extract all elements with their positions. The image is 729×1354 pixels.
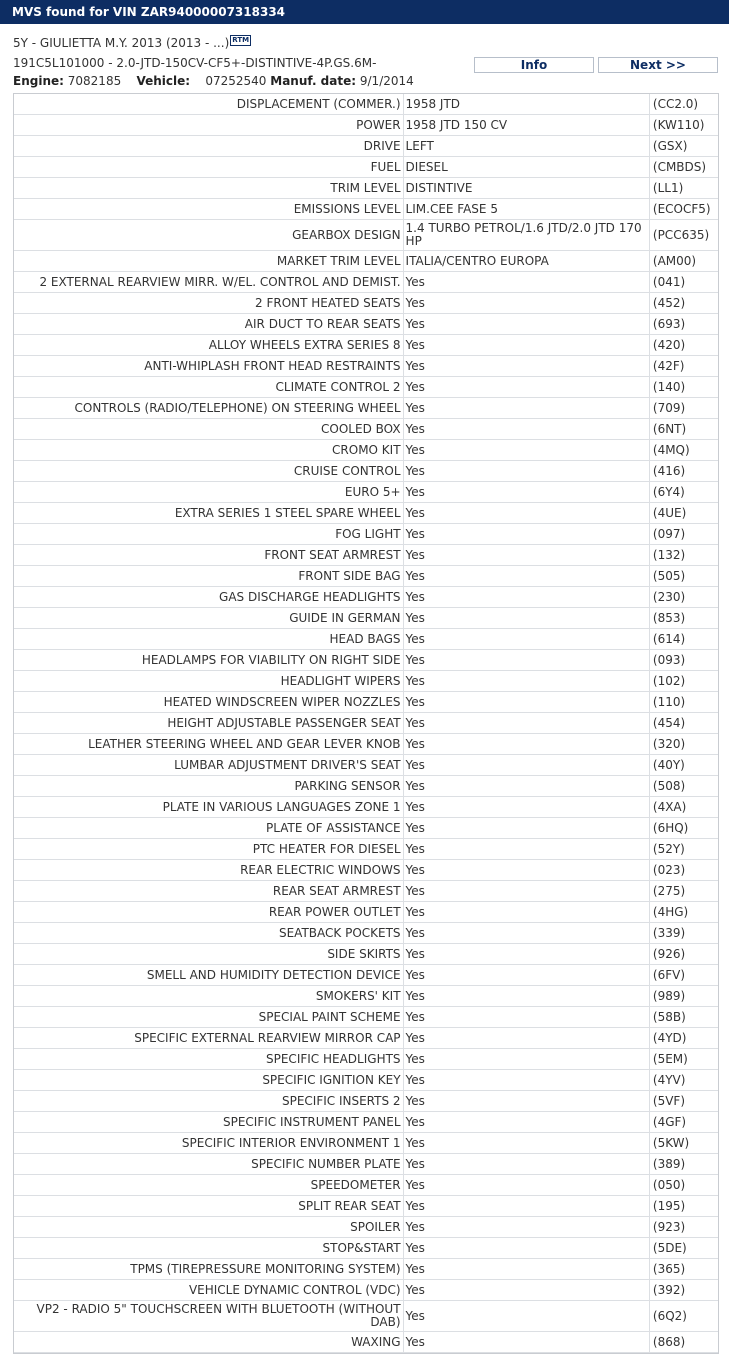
table-row	[14, 314, 718, 335]
row-value: Yes	[403, 1133, 649, 1154]
table-row	[14, 902, 718, 923]
row-label: TPMS (TIREPRESSURE MONITORING SYSTEM)	[14, 1259, 403, 1280]
table-row	[14, 440, 718, 461]
row-value: DISTINTIVE	[403, 178, 649, 199]
row-value: Yes	[403, 902, 649, 923]
table-row	[14, 776, 718, 797]
row-value: Yes	[403, 566, 649, 587]
row-value: Yes	[403, 671, 649, 692]
table-row	[14, 629, 718, 650]
row-code: (4UE)	[649, 503, 718, 524]
table-row	[14, 178, 718, 199]
options-table-container	[13, 93, 719, 1354]
table-row	[14, 482, 718, 503]
table-row	[14, 335, 718, 356]
row-code: (6HQ)	[649, 818, 718, 839]
row-label: REAR ELECTRIC WINDOWS	[14, 860, 403, 881]
row-label: SPECIFIC HEADLIGHTS	[14, 1049, 403, 1070]
row-value: Yes	[403, 692, 649, 713]
row-value: Yes	[403, 1238, 649, 1259]
row-label: SPEEDOMETER	[14, 1175, 403, 1196]
row-value: Yes	[403, 1280, 649, 1301]
table-row	[14, 1217, 718, 1238]
table-row	[14, 692, 718, 713]
row-label: SMELL AND HUMIDITY DETECTION DEVICE	[14, 965, 403, 986]
table-row	[14, 272, 718, 293]
table-row	[14, 1259, 718, 1280]
row-label: ALLOY WHEELS EXTRA SERIES 8	[14, 335, 403, 356]
row-code: (093)	[649, 650, 718, 671]
vehicle-label: Vehicle:	[136, 74, 191, 88]
table-row	[14, 671, 718, 692]
row-code: (050)	[649, 1175, 718, 1196]
row-code: (230)	[649, 587, 718, 608]
row-value: Yes	[403, 1154, 649, 1175]
table-row	[14, 1007, 718, 1028]
row-code: (454)	[649, 713, 718, 734]
row-label: TRIM LEVEL	[14, 178, 403, 199]
row-label: VP2 - RADIO 5" TOUCHSCREEN WITH BLUETOOTH (WITHOUT DAB)	[14, 1301, 403, 1332]
row-label: REAR SEAT ARMREST	[14, 881, 403, 902]
table-row	[14, 1091, 718, 1112]
row-label: LUMBAR ADJUSTMENT DRIVER'S SEAT	[14, 755, 403, 776]
row-code: (420)	[649, 335, 718, 356]
row-label: GAS DISCHARGE HEADLIGHTS	[14, 587, 403, 608]
row-label: ANTI-WHIPLASH FRONT HEAD RESTRAINTS	[14, 356, 403, 377]
row-code: (4HG)	[649, 902, 718, 923]
row-value: Yes	[403, 776, 649, 797]
row-label: SMOKERS' KIT	[14, 986, 403, 1007]
row-label: FUEL	[14, 157, 403, 178]
table-row	[14, 1196, 718, 1217]
options-table-body	[14, 94, 718, 1353]
row-value: Yes	[403, 419, 649, 440]
engine-info-line	[13, 74, 414, 88]
row-code: (5DE)	[649, 1238, 718, 1259]
table-row	[14, 524, 718, 545]
row-code: (PCC635)	[649, 220, 718, 251]
row-value: Yes	[403, 293, 649, 314]
row-label: SEATBACK POCKETS	[14, 923, 403, 944]
row-label: EXTRA SERIES 1 STEEL SPARE WHEEL	[14, 503, 403, 524]
options-table	[14, 94, 718, 1353]
row-code: (452)	[649, 293, 718, 314]
row-value: Yes	[403, 503, 649, 524]
engine-value: 7082185	[67, 74, 122, 88]
row-label: HEADLAMPS FOR VIABILITY ON RIGHT SIDE	[14, 650, 403, 671]
row-code: (709)	[649, 398, 718, 419]
table-row	[14, 1280, 718, 1301]
row-label: EURO 5+	[14, 482, 403, 503]
row-code: (40Y)	[649, 755, 718, 776]
row-code: (5VF)	[649, 1091, 718, 1112]
row-code: (CC2.0)	[649, 94, 718, 115]
table-row	[14, 94, 718, 115]
row-value: Yes	[403, 461, 649, 482]
row-value: Yes	[403, 986, 649, 1007]
row-code: (389)	[649, 1154, 718, 1175]
row-code: (58B)	[649, 1007, 718, 1028]
table-row	[14, 115, 718, 136]
table-row	[14, 860, 718, 881]
table-row	[14, 965, 718, 986]
row-label: CRUISE CONTROL	[14, 461, 403, 482]
row-value: 1.4 TURBO PETROL/1.6 JTD/2.0 JTD 170 HP	[403, 220, 649, 251]
row-code: (4YV)	[649, 1070, 718, 1091]
row-label: SPECIFIC NUMBER PLATE	[14, 1154, 403, 1175]
row-code: (868)	[649, 1332, 718, 1353]
row-value: Yes	[403, 923, 649, 944]
row-value: Yes	[403, 314, 649, 335]
row-label: PTC HEATER FOR DIESEL	[14, 839, 403, 860]
row-label: WAXING	[14, 1332, 403, 1353]
row-value: Yes	[403, 608, 649, 629]
row-label: SPECIFIC INSERTS 2	[14, 1091, 403, 1112]
row-label: FRONT SEAT ARMREST	[14, 545, 403, 566]
row-value: Yes	[403, 1217, 649, 1238]
row-value: Yes	[403, 818, 649, 839]
next-button[interactable]: Next >>	[598, 57, 718, 73]
row-code: (5EM)	[649, 1049, 718, 1070]
row-label: SPECIFIC INSTRUMENT PANEL	[14, 1112, 403, 1133]
row-label: SPECIFIC IGNITION KEY	[14, 1070, 403, 1091]
row-label: FRONT SIDE BAG	[14, 566, 403, 587]
row-label: SPECIAL PAINT SCHEME	[14, 1007, 403, 1028]
table-row	[14, 881, 718, 902]
row-code: (ECOCF5)	[649, 199, 718, 220]
row-code: (GSX)	[649, 136, 718, 157]
table-row	[14, 608, 718, 629]
row-label: GEARBOX DESIGN	[14, 220, 403, 251]
row-code: (52Y)	[649, 839, 718, 860]
table-row	[14, 377, 718, 398]
row-label: EMISSIONS LEVEL	[14, 199, 403, 220]
row-code: (392)	[649, 1280, 718, 1301]
manuf-date-value: 9/1/2014	[359, 74, 414, 88]
table-row	[14, 157, 718, 178]
table-row	[14, 503, 718, 524]
table-row	[14, 923, 718, 944]
table-row	[14, 944, 718, 965]
vehicle-header	[0, 24, 729, 92]
row-code: (4XA)	[649, 797, 718, 818]
row-label: STOP&START	[14, 1238, 403, 1259]
info-button[interactable]: Info	[474, 57, 594, 73]
row-label: 2 FRONT HEATED SEATS	[14, 293, 403, 314]
table-row	[14, 818, 718, 839]
row-value: LEFT	[403, 136, 649, 157]
table-row	[14, 797, 718, 818]
row-value: LIM.CEE FASE 5	[403, 199, 649, 220]
row-code: (4MQ)	[649, 440, 718, 461]
row-value: Yes	[403, 1112, 649, 1133]
manuf-date-label: Manuf. date:	[270, 74, 357, 88]
row-code: (023)	[649, 860, 718, 881]
row-value: Yes	[403, 272, 649, 293]
row-value: DIESEL	[403, 157, 649, 178]
row-value: Yes	[403, 1070, 649, 1091]
row-label: LEATHER STEERING WHEEL AND GEAR LEVER KNOB	[14, 734, 403, 755]
row-code: (4YD)	[649, 1028, 718, 1049]
table-row	[14, 1133, 718, 1154]
row-label: AIR DUCT TO REAR SEATS	[14, 314, 403, 335]
row-value: Yes	[403, 356, 649, 377]
row-value: Yes	[403, 1332, 649, 1353]
row-value: Yes	[403, 482, 649, 503]
row-label: HEAD BAGS	[14, 629, 403, 650]
row-label: CROMO KIT	[14, 440, 403, 461]
row-code: (102)	[649, 671, 718, 692]
row-label: SPLIT REAR SEAT	[14, 1196, 403, 1217]
row-value: Yes	[403, 545, 649, 566]
row-label: PLATE IN VARIOUS LANGUAGES ZONE 1	[14, 797, 403, 818]
row-code: (693)	[649, 314, 718, 335]
row-value: Yes	[403, 1259, 649, 1280]
row-code: (6Q2)	[649, 1301, 718, 1332]
table-row	[14, 545, 718, 566]
table-row	[14, 1175, 718, 1196]
row-code: (195)	[649, 1196, 718, 1217]
engine-label: Engine:	[13, 74, 64, 88]
row-code: (CMBDS)	[649, 157, 718, 178]
table-row	[14, 136, 718, 157]
row-value: Yes	[403, 440, 649, 461]
row-code: (508)	[649, 776, 718, 797]
row-value: Yes	[403, 944, 649, 965]
row-code: (926)	[649, 944, 718, 965]
table-row	[14, 713, 718, 734]
row-label: GUIDE IN GERMAN	[14, 608, 403, 629]
row-value: Yes	[403, 755, 649, 776]
row-value: 1958 JTD 150 CV	[403, 115, 649, 136]
row-value: Yes	[403, 1196, 649, 1217]
table-row	[14, 1332, 718, 1353]
row-label: FOG LIGHT	[14, 524, 403, 545]
row-code: (AM00)	[649, 251, 718, 272]
row-value: Yes	[403, 797, 649, 818]
table-row	[14, 199, 718, 220]
table-row	[14, 1154, 718, 1175]
table-row	[14, 293, 718, 314]
row-label: PLATE OF ASSISTANCE	[14, 818, 403, 839]
vehicle-value: 07252540	[205, 74, 267, 88]
row-label: DISPLACEMENT (COMMER.)	[14, 94, 403, 115]
row-value: Yes	[403, 1007, 649, 1028]
row-value: Yes	[403, 881, 649, 902]
row-value: Yes	[403, 1175, 649, 1196]
title-text: MVS found for VIN ZAR94000007318334	[12, 5, 286, 19]
row-code: (KW110)	[649, 115, 718, 136]
row-label: POWER	[14, 115, 403, 136]
table-row	[14, 755, 718, 776]
row-value: Yes	[403, 965, 649, 986]
row-value: Yes	[403, 650, 649, 671]
row-code: (5KW)	[649, 1133, 718, 1154]
row-value: Yes	[403, 1091, 649, 1112]
row-code: (041)	[649, 272, 718, 293]
row-label: CONTROLS (RADIO/TELEPHONE) ON STEERING WHEEL	[14, 398, 403, 419]
row-label: SPECIFIC EXTERNAL REARVIEW MIRROR CAP	[14, 1028, 403, 1049]
row-value: Yes	[403, 335, 649, 356]
row-label: MARKET TRIM LEVEL	[14, 251, 403, 272]
row-code: (6NT)	[649, 419, 718, 440]
table-row	[14, 1238, 718, 1259]
model-name: 5Y - GIULIETTA M.Y. 2013 (2013 - ...)	[13, 36, 230, 50]
row-code: (097)	[649, 524, 718, 545]
table-row	[14, 986, 718, 1007]
row-label: SPECIFIC INTERIOR ENVIRONMENT 1	[14, 1133, 403, 1154]
row-value: 1958 JTD	[403, 94, 649, 115]
row-code: (320)	[649, 734, 718, 755]
row-value: Yes	[403, 860, 649, 881]
version-code: 191C5L101000 - 2.0-JTD-150CV-CF5+-DISTINTIVE-4P.GS.6M-	[13, 56, 377, 70]
row-label: SPOILER	[14, 1217, 403, 1238]
row-label: REAR POWER OUTLET	[14, 902, 403, 923]
row-value: Yes	[403, 1049, 649, 1070]
row-code: (6FV)	[649, 965, 718, 986]
row-value: Yes	[403, 713, 649, 734]
table-row	[14, 650, 718, 671]
row-value: Yes	[403, 629, 649, 650]
row-code: (505)	[649, 566, 718, 587]
table-row	[14, 419, 718, 440]
row-code: (110)	[649, 692, 718, 713]
table-row	[14, 461, 718, 482]
row-label: HEATED WINDSCREEN WIPER NOZZLES	[14, 692, 403, 713]
table-row	[14, 1049, 718, 1070]
row-code: (140)	[649, 377, 718, 398]
table-row	[14, 734, 718, 755]
row-code: (42F)	[649, 356, 718, 377]
row-code: (339)	[649, 923, 718, 944]
table-row	[14, 356, 718, 377]
row-label: DRIVE	[14, 136, 403, 157]
row-value: Yes	[403, 1301, 649, 1332]
row-value: Yes	[403, 398, 649, 419]
row-code: (6Y4)	[649, 482, 718, 503]
row-code: (365)	[649, 1259, 718, 1280]
row-value: Yes	[403, 587, 649, 608]
row-label: CLIMATE CONTROL 2	[14, 377, 403, 398]
table-row	[14, 839, 718, 860]
title-bar	[0, 0, 729, 24]
row-code: (853)	[649, 608, 718, 629]
row-label: COOLED BOX	[14, 419, 403, 440]
model-line	[13, 36, 251, 50]
row-code: (4GF)	[649, 1112, 718, 1133]
row-code: (132)	[649, 545, 718, 566]
row-label: HEIGHT ADJUSTABLE PASSENGER SEAT	[14, 713, 403, 734]
row-code: (614)	[649, 629, 718, 650]
row-code: (416)	[649, 461, 718, 482]
table-row	[14, 398, 718, 419]
row-label: VEHICLE DYNAMIC CONTROL (VDC)	[14, 1280, 403, 1301]
rtm-icon[interactable]: RTM	[232, 36, 250, 44]
table-row	[14, 1112, 718, 1133]
row-value: Yes	[403, 734, 649, 755]
row-code: (923)	[649, 1217, 718, 1238]
row-value: ITALIA/CENTRO EUROPA	[403, 251, 649, 272]
row-code: (LL1)	[649, 178, 718, 199]
table-row	[14, 566, 718, 587]
table-row	[14, 1070, 718, 1091]
row-value: Yes	[403, 524, 649, 545]
table-row	[14, 220, 718, 251]
row-label: SIDE SKIRTS	[14, 944, 403, 965]
row-label: HEADLIGHT WIPERS	[14, 671, 403, 692]
row-code: (275)	[649, 881, 718, 902]
table-row	[14, 587, 718, 608]
row-code: (989)	[649, 986, 718, 1007]
table-row	[14, 251, 718, 272]
table-row	[14, 1301, 718, 1332]
table-row	[14, 1028, 718, 1049]
row-value: Yes	[403, 1028, 649, 1049]
row-label: 2 EXTERNAL REARVIEW MIRR. W/EL. CONTROL AND DEMIST.	[14, 272, 403, 293]
row-value: Yes	[403, 377, 649, 398]
row-value: Yes	[403, 839, 649, 860]
row-label: PARKING SENSOR	[14, 776, 403, 797]
